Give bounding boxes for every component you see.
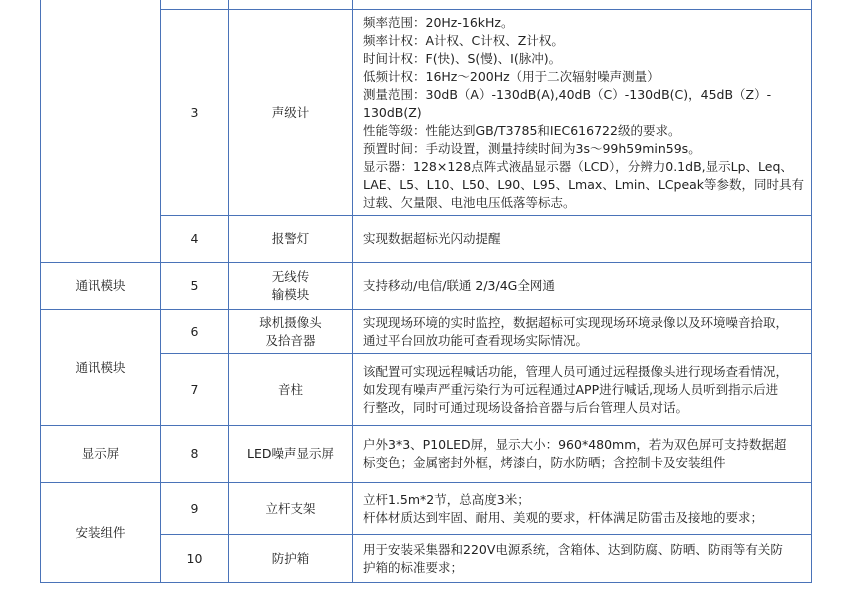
item-name-line: LED噪声显示屏 (247, 446, 334, 461)
description-cell (353, 535, 812, 583)
item-name-cell (229, 10, 353, 216)
description-line: 性能等级：性能达到GB/T3785和IEC616722级的要求。 (363, 122, 681, 138)
description-line: 测量范围：30dB（A）-130dB(A),40dB（C）-130dB(C)，45dB（Z）- (363, 86, 772, 102)
description-line: 时间计权：F(快)、S(慢)、I(脉冲)。 (363, 50, 562, 66)
description-line: 预置时间：手动设置，测量持续时间为3s～99h59min59s。 (363, 140, 701, 156)
description-cell (353, 10, 812, 216)
item-name-line: 立杆支架 (265, 500, 316, 516)
table-row (41, 263, 812, 310)
category-cell: 通讯模块 (41, 310, 161, 426)
description-line: 过载、欠量限、电池电压低落等标志。 (363, 194, 576, 210)
description-line: 实现现场环境的实时监控，数据超标可实现现场环境录像以及环境噪音拾取， (363, 314, 789, 330)
number-cell: 7 (161, 354, 229, 426)
item-name-cell (229, 263, 353, 310)
description-cell (353, 263, 812, 310)
number-cell: 10 (161, 535, 229, 583)
spec-table (40, 0, 812, 583)
number-cell: 4 (161, 216, 229, 263)
description-line: 实现数据超标光闪动提醒 (363, 231, 501, 246)
category-cell: 安装组件 (41, 483, 161, 583)
description-line: LAE、L5、L10、L50、L90、L95、Lmax、Lmin、LCpeak等参数，同时具有 (363, 176, 805, 192)
description-line: 用于安装采集器和220V电源系统，含箱体、达到防腐、防晒、防雨等有关防 (363, 541, 783, 557)
description-line: 立杆1.5m*2节，总高度3米； (363, 491, 530, 507)
item-name-line: 输模块 (271, 287, 310, 302)
description-line: 户外3*3、P10LED屏，显示大小：960*480mm，若为双色屏可支持数据超 (363, 437, 787, 452)
description-line: 频率范围：20Hz-16kHz。 (363, 14, 514, 30)
category-cell (41, 0, 161, 263)
item-name-cell (229, 426, 353, 483)
description-line: 通过平台回放功能可查看现场实际情况。 (363, 332, 589, 348)
table-row (41, 310, 812, 354)
item-name-cell (229, 0, 353, 10)
number-cell: 3 (161, 10, 229, 216)
description-line: 行整改，同时可通过现场设备拾音器与后台管理人员对话。 (363, 399, 689, 415)
description-line: 低频计权：16Hz～200Hz（用于二次辐射噪声测量） (363, 68, 660, 84)
item-name-cell (229, 310, 353, 354)
description-line: 显示器：128×128点阵式液晶显示器（LCD），分辨力0.1dB,显示Lp、Leq、 (363, 158, 793, 174)
number-cell: 5 (161, 263, 229, 310)
description-line: 标变色；金属密封外框，烤漆白，防水防晒；含控制卡及安装组件 (363, 455, 726, 470)
item-name-cell (229, 354, 353, 426)
item-name-line: 音柱 (277, 381, 303, 397)
description-cell (353, 354, 812, 426)
description-line: 杆体材质达到牢固、耐用、美观的要求，杆体满足防雷击及接地的要求； (363, 509, 764, 525)
item-name-line: 无线传 (271, 269, 310, 284)
description-cell (353, 426, 812, 483)
table-row (41, 483, 812, 535)
number-cell: 8 (161, 426, 229, 483)
number-cell: 9 (161, 483, 229, 535)
item-name-line: 球机摄像头 (259, 314, 322, 330)
table-row (41, 426, 812, 483)
item-name-cell (229, 535, 353, 583)
description-cell (353, 0, 812, 10)
description-line: 护箱的标准要求； (363, 559, 464, 575)
description-line: 频率计权：A计权、C计权、Z计权。 (363, 32, 564, 48)
table-row (41, 0, 812, 10)
category-cell: 通讯模块 (41, 263, 161, 310)
description-line: 如发现有噪声严重污染行为可远程通过APP进行喊话,现场人员听到指示后进 (363, 381, 779, 397)
item-name-cell (229, 216, 353, 263)
category-cell: 显示屏 (41, 426, 161, 483)
description-line: 支持移动/电信/联通 2/3/4G全网通 (363, 278, 555, 293)
description-line: 该配置可实现远程喊话功能，管理人员可通过远程摄像头进行现场查看情况， (363, 363, 789, 379)
item-name-cell (229, 483, 353, 535)
description-cell (353, 310, 812, 354)
item-name-line: 报警灯 (271, 231, 310, 246)
item-name-line: 声级计 (271, 104, 310, 120)
number-cell (161, 0, 229, 10)
description-line: 130dB(Z) (363, 104, 422, 120)
item-name-line: 及拾音器 (265, 332, 316, 348)
number-cell: 6 (161, 310, 229, 354)
description-cell (353, 483, 812, 535)
item-name-line: 防护箱 (271, 550, 310, 566)
description-cell (353, 216, 812, 263)
